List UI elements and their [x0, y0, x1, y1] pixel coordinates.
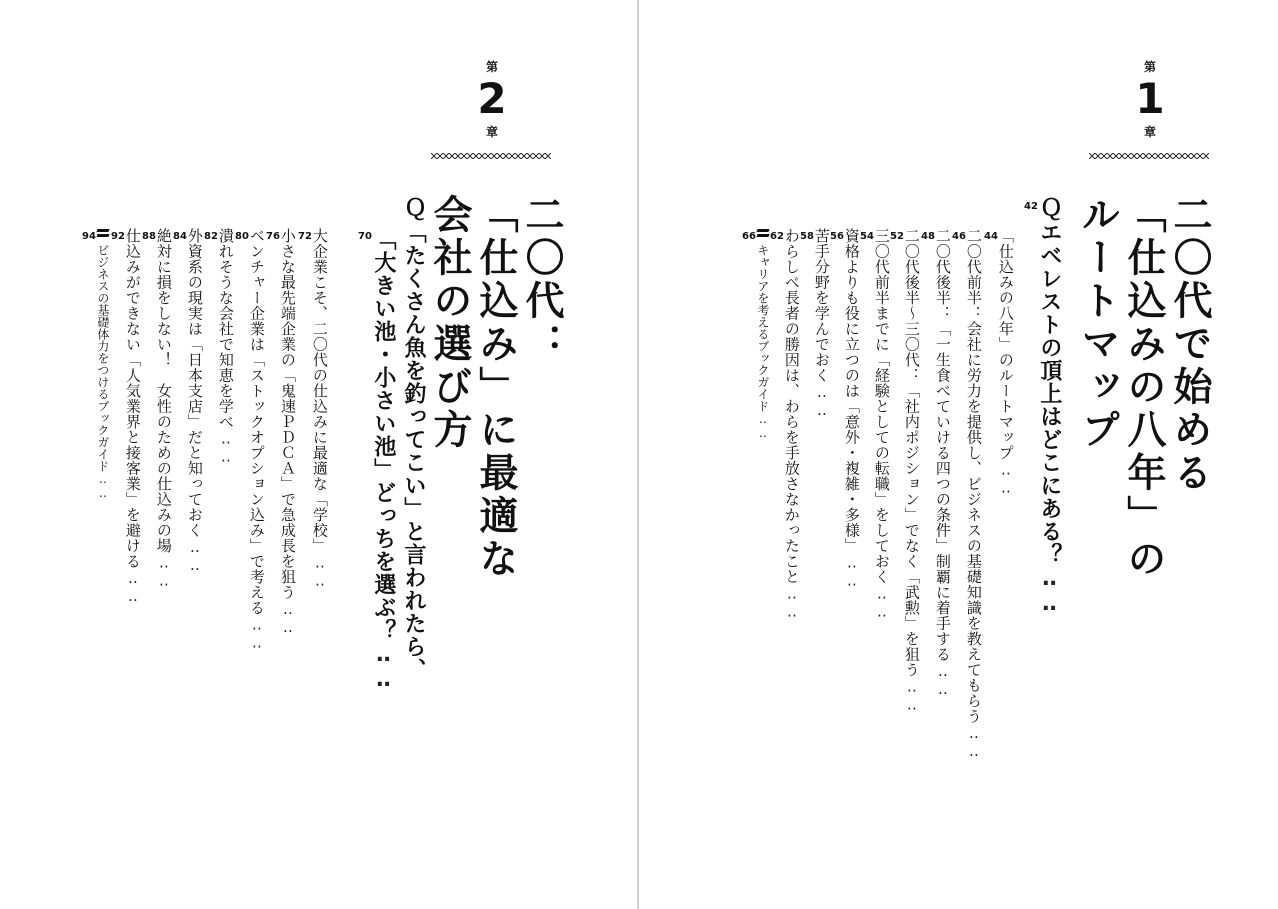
- toc-entry-text: 二〇代前半：会社に労力を提供し、ビジネスの基礎知識を教えてもらう: [964, 228, 983, 724]
- page-number: 46: [952, 231, 966, 242]
- chapter-title-line-1: 二〇代：: [519, 194, 564, 366]
- chapter-title-line-1: 二〇代で始める: [1167, 194, 1212, 495]
- toc-entry[interactable]: [111, 228, 142, 605]
- toc-entry[interactable]: [298, 228, 329, 590]
- toc-entry[interactable]: [204, 228, 235, 466]
- toc-entry[interactable]: [952, 228, 983, 760]
- chapter-title-line-3: ルートマップ: [1075, 194, 1120, 452]
- page-number: 58: [800, 231, 814, 242]
- leader-dots: ‥‥: [755, 412, 770, 440]
- toc-entry-text: 仕込みができない「人気業界と接客業」を避ける: [123, 228, 142, 569]
- toc-entry-text: 苦手分野を学んでおく: [812, 228, 831, 383]
- question-text: 「大きい池・小さい池」どっちを選ぶ？: [370, 228, 396, 642]
- page-number: 56: [830, 231, 844, 242]
- leader-dots: ‥‥: [964, 724, 983, 760]
- toc-entry-text: 三〇代前半までに「経験としての転職」をしておく: [872, 228, 891, 585]
- chapter-1-heading: [1120, 58, 1180, 140]
- leader-dots: ‥‥: [996, 460, 1015, 497]
- toc-entry-text: 絶対に損をしない！ 女性のための仕込みの場: [154, 228, 173, 554]
- toc-entry-text: 外資系の現実は「日本支店」だと知っておく: [185, 228, 204, 538]
- chapter-suffix: 章: [1143, 125, 1156, 139]
- chapter-prefix: 第: [1143, 60, 1156, 74]
- question-text: 「たくさん魚を釣ってこい」と言われたら、: [401, 221, 426, 681]
- leader-dots: ‥‥: [185, 538, 204, 574]
- toc-entry-text: 「仕込みの八年」のルートマップ: [996, 228, 1015, 461]
- book-guide-text: キャリアを考えるブックガイド: [755, 244, 770, 412]
- leader-dots: ‥‥: [872, 584, 891, 621]
- page-number: 44: [984, 231, 998, 242]
- page-number: 52: [890, 231, 904, 242]
- page-number: 72: [298, 231, 312, 242]
- page-number: 88: [142, 231, 156, 242]
- toc-entry[interactable]: [142, 228, 173, 590]
- book-stack-icon: [96, 228, 110, 240]
- toc-entry[interactable]: [984, 228, 1015, 497]
- question-line-1[interactable]: [1024, 198, 1062, 616]
- question-mark-q: Ｑ: [1036, 198, 1062, 221]
- page-number: 66: [742, 231, 756, 242]
- page-number: 82: [204, 231, 218, 242]
- page-gutter: [637, 0, 639, 909]
- question-mark-q: Ｑ: [401, 198, 426, 221]
- book-guide-text: ビジネスの基礎体力をつけるブックガイド: [95, 244, 110, 472]
- toc-entry[interactable]: [173, 228, 204, 574]
- leader-dots: ‥‥: [370, 642, 396, 692]
- leader-dots: ‥‥: [123, 569, 142, 605]
- toc-entry-text: 大企業こそ、二〇代の仕込みに最適な「学校」: [310, 228, 329, 554]
- leader-dots: ‥‥: [247, 615, 266, 652]
- leader-dots: ‥‥: [216, 429, 235, 466]
- page-number: 76: [266, 231, 280, 242]
- toc-entry[interactable]: [770, 228, 801, 621]
- chapter-prefix: 第: [485, 60, 498, 74]
- toc-entry[interactable]: [266, 228, 297, 636]
- page-number: 94: [82, 231, 96, 242]
- chapter-title-line-2: 「仕込みの八年」の: [1121, 194, 1166, 581]
- chapter-number: 1: [1135, 74, 1165, 123]
- page-number: 80: [235, 231, 249, 242]
- leader-dots: ‥‥: [154, 553, 173, 590]
- question-text: エベレストの頂上はどこにある？: [1036, 221, 1062, 566]
- leader-dots: ‥‥: [1036, 566, 1062, 616]
- leader-dots: ‥‥: [782, 584, 801, 621]
- chapter-title-line-2: 「仕込み」に最適な: [473, 194, 518, 581]
- leader-dots: ‥‥: [842, 553, 861, 590]
- leader-dots: ‥‥: [933, 662, 952, 698]
- toc-entry-text: 二〇代後半〜三〇代：「社内ポジション」でなく「武勲」を狙う: [902, 228, 921, 678]
- page-number: 84: [173, 231, 187, 242]
- page-number: 54: [860, 231, 874, 242]
- book-guide-entry[interactable]: [82, 228, 110, 500]
- question-line-1[interactable]: [402, 198, 424, 681]
- leader-dots: ‥‥: [310, 553, 329, 590]
- page-number: 48: [921, 231, 935, 242]
- toc-entry[interactable]: [921, 228, 952, 698]
- toc-entry-text: 小さな最先端企業の「鬼速ＰＤＣＡ」で急成長を狙う: [278, 228, 297, 600]
- page-number: 70: [358, 231, 372, 242]
- toc-entry-text: 資格よりも役に立つのは「意外・複雑・多様」: [842, 228, 861, 554]
- toc-entry[interactable]: [860, 228, 891, 621]
- toc-entry-text: ベンチャー企業は「ストックオプション込み」で考える: [247, 228, 266, 616]
- page-number: 62: [770, 231, 784, 242]
- book-guide-entry[interactable]: [742, 228, 770, 440]
- leader-dots: ‥‥: [812, 383, 831, 419]
- toc-entry-text: 二〇代後半：「一生食べていける四つの条件」制覇に着手する: [933, 228, 952, 662]
- toc-entry[interactable]: [800, 228, 831, 419]
- toc-entry-text: わらしべ長者の勝因は、わらを手放さなかったこと: [782, 228, 801, 585]
- toc-entry[interactable]: [890, 228, 921, 714]
- leader-dots: ‥‥: [95, 472, 110, 500]
- leader-dots: ‥‥: [902, 677, 921, 714]
- decorative-divider: [1089, 153, 1209, 159]
- toc-entry-text: 潰れそうな会社で知恵を学べ: [216, 228, 235, 430]
- chapter-title-line-3: 会社の選び方: [427, 194, 472, 452]
- leader-dots: ‥‥: [278, 600, 297, 636]
- chapter-number: 2: [477, 74, 507, 123]
- chapter-suffix: 章: [485, 125, 498, 139]
- toc-entry[interactable]: [830, 228, 861, 590]
- page-number: 92: [111, 231, 125, 242]
- page-number: 42: [1024, 201, 1038, 212]
- toc-entry[interactable]: [235, 228, 266, 652]
- book-stack-icon: [756, 228, 770, 240]
- decorative-divider: [431, 153, 551, 159]
- chapter-2-heading: [462, 58, 522, 140]
- question-line-2[interactable]: [358, 228, 396, 692]
